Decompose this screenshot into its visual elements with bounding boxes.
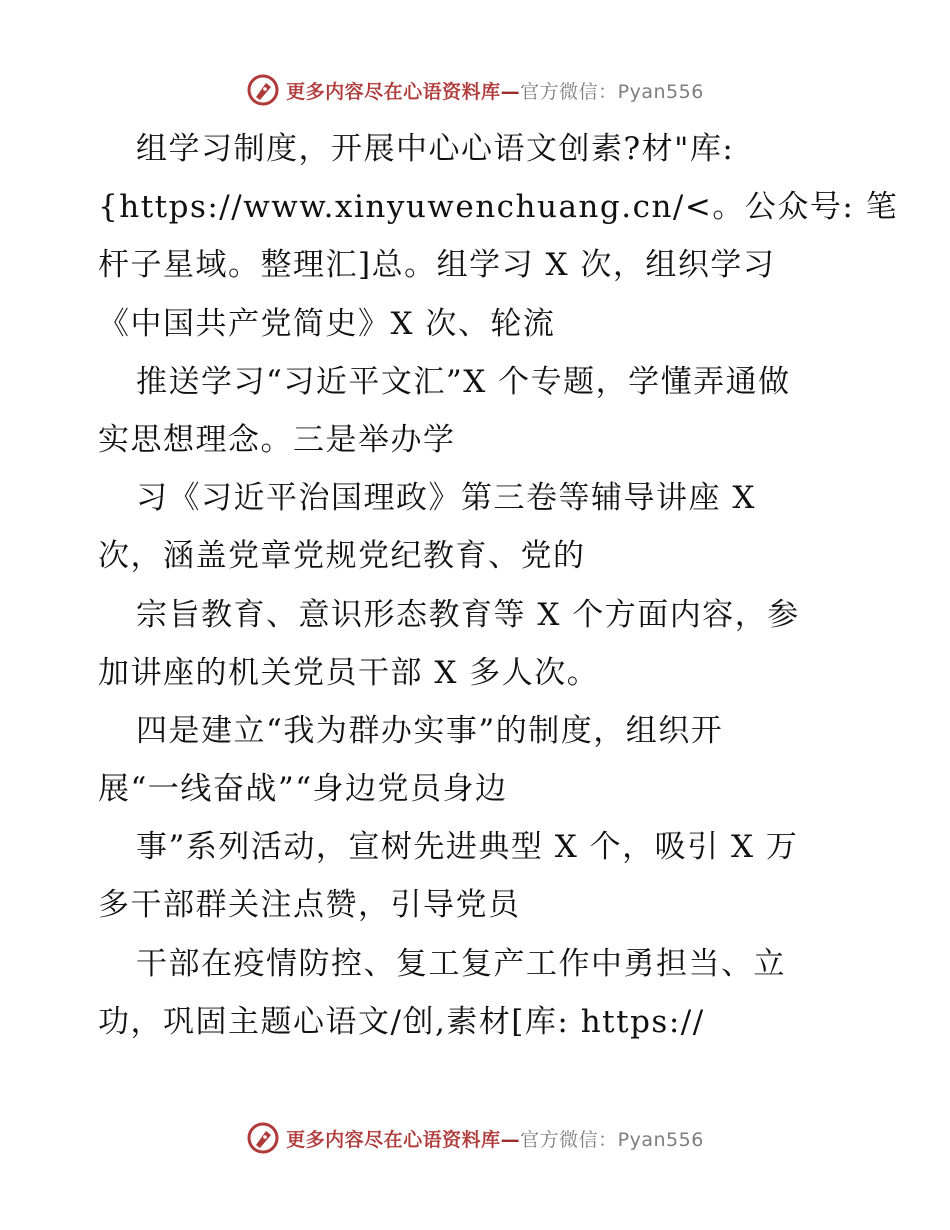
body-line: 推送学习“习近平文汇”X 个专题，学懂弄通做 bbox=[136, 363, 791, 400]
body-line: 实思想理念。三是举办学 bbox=[98, 421, 456, 458]
body-line: 加讲座的机关党员干部 X 多人次。 bbox=[98, 654, 600, 691]
footer-banner bbox=[0, 1121, 950, 1155]
body-line: 功，巩固主题心语文/创,素材[库: https:// bbox=[98, 1003, 705, 1040]
body-line: 次，涵盖党章党规党纪教育、党的 bbox=[98, 538, 586, 575]
pen-nib-circle-icon bbox=[246, 1121, 280, 1155]
footer-brand-line bbox=[286, 1125, 704, 1152]
header-brand-line bbox=[286, 77, 704, 104]
header-wechat-text: 官方微信：Pyan556 bbox=[520, 80, 704, 103]
body-line: 多干部群关注点赞，引导党员 bbox=[98, 887, 521, 924]
header-separator: — bbox=[500, 80, 521, 103]
body-line: {https://www.xinyuwenchuang.cn/<。公众号: 笔 bbox=[98, 189, 899, 226]
footer-separator: — bbox=[500, 1128, 521, 1151]
body-line: 事”系列活动，宣树先进典型 X 个，吸引 X 万 bbox=[136, 829, 799, 866]
footer-brand-text: 更多内容尽在心语资料库 bbox=[286, 1128, 501, 1151]
footer-wechat-text: 官方微信：Pyan556 bbox=[520, 1128, 704, 1151]
document-body bbox=[98, 120, 899, 1051]
body-line: 杆子星域。整理汇]总。组学习 X 次，组织学习 bbox=[98, 247, 776, 284]
body-line: 习《习近平治国理政》第三卷等辅导讲座 X bbox=[136, 480, 756, 517]
body-line: 四是建立“我为群办实事”的制度，组织开 bbox=[136, 712, 724, 749]
body-line: 展“一线奋战”“身边党员身边 bbox=[98, 771, 508, 808]
body-line: 干部在疫情防控、复工复产工作中勇担当、立 bbox=[136, 945, 786, 982]
body-line: 组学习制度，开展中心心语文创素?材"库: bbox=[136, 131, 735, 167]
body-line: 《中国共产党简史》X 次、轮流 bbox=[98, 305, 556, 342]
pen-nib-circle-icon bbox=[246, 73, 280, 107]
body-line: 宗旨教育、意识形态教育等 X 个方面内容，参 bbox=[136, 596, 800, 633]
header-banner bbox=[0, 73, 950, 107]
header-brand-text: 更多内容尽在心语资料库 bbox=[286, 80, 501, 103]
